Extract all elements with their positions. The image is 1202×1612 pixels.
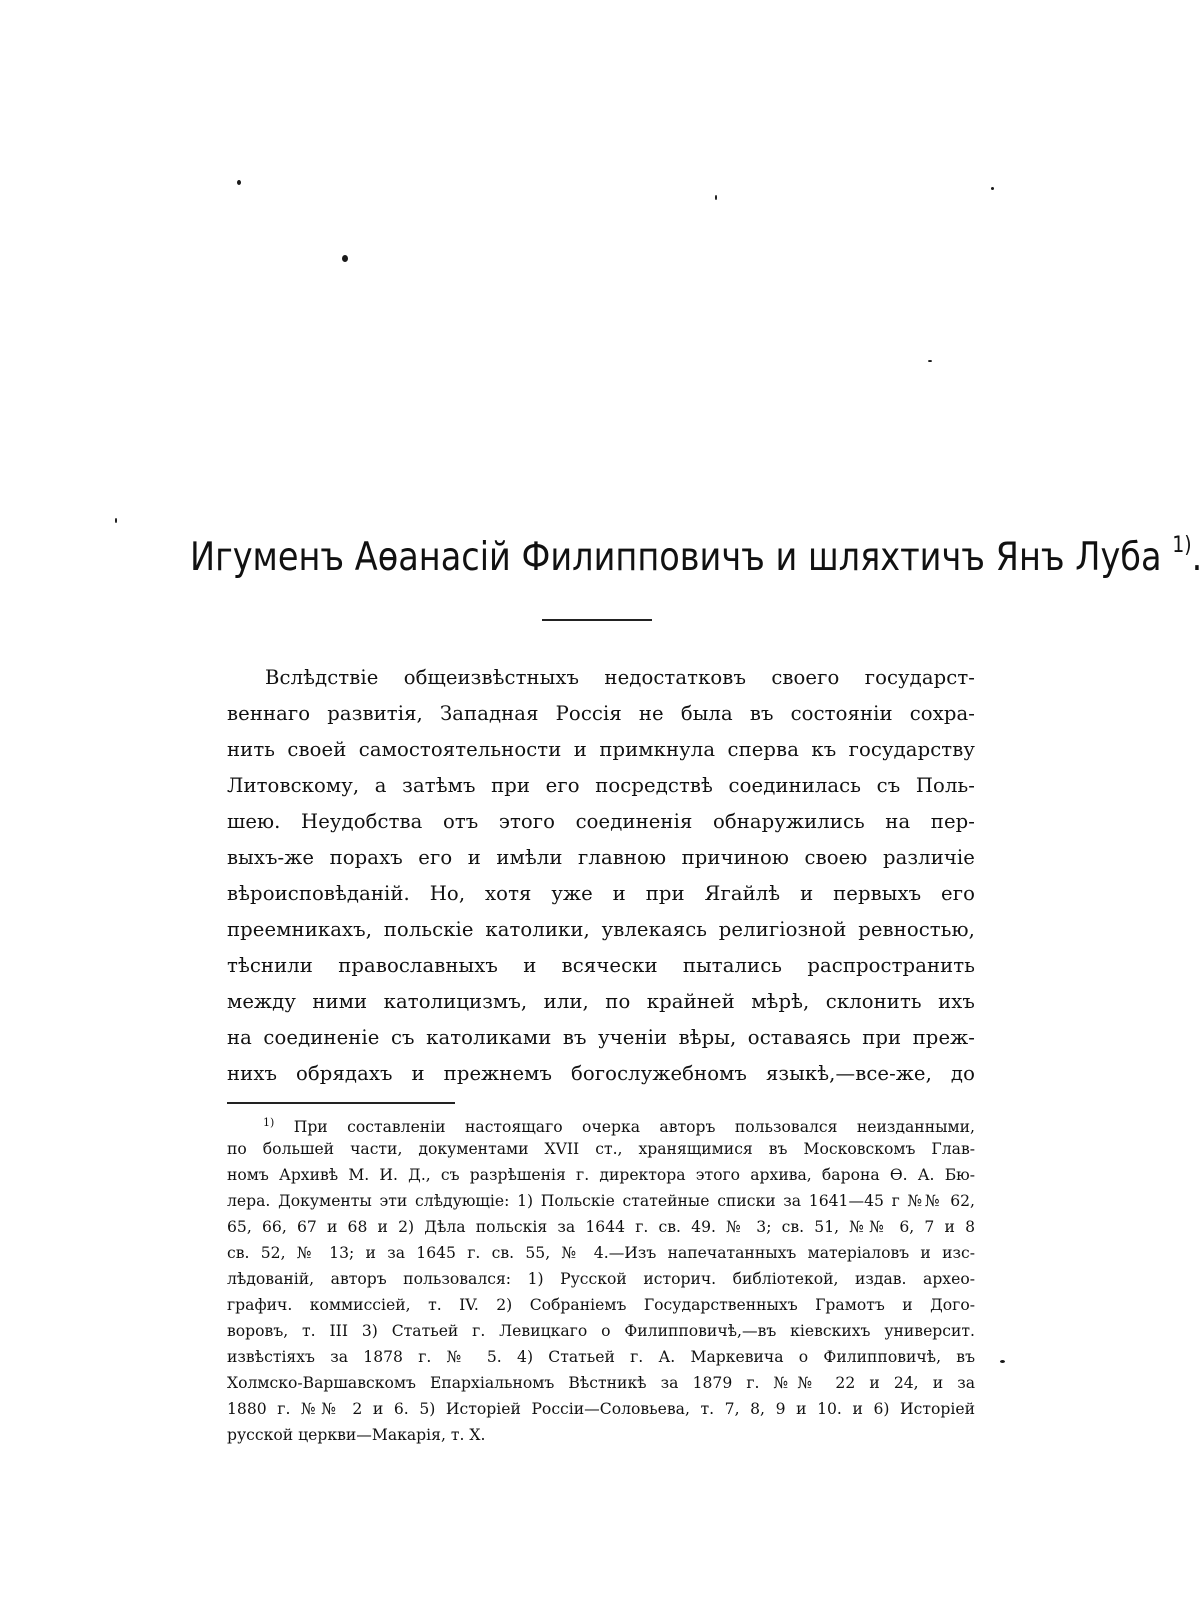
- scan-speck: [237, 180, 241, 185]
- title-divider: [542, 619, 652, 621]
- scan-speck: [115, 518, 117, 523]
- footnote-line: по большей части, документами XVII ст., хранящимися въ Московскомъ Глав-: [227, 1140, 975, 1158]
- body-line: на соединеніе съ католиками въ ученіи вѣры, оставаясь при преж-: [227, 1026, 975, 1049]
- footnote-line: воровъ, т. III 3) Статьей г. Левицкаго о Филипповичѣ,—въ кіевскихъ университ.: [227, 1322, 975, 1340]
- footnote-line: русской церкви—Макарія, т. X.: [227, 1426, 486, 1444]
- footnote-line: номъ Архивѣ М. И. Д., съ разрѣшенія г. директора этого архива, барона Ѳ. А. Бю-: [227, 1166, 975, 1184]
- body-line: нихъ обрядахъ и прежнемъ богослужебномъ языкѣ,—все-же, до: [227, 1062, 975, 1085]
- scan-speck: [342, 255, 348, 262]
- scan-speck: [991, 187, 994, 190]
- body-line: Литовскому, а затѣмъ при его посредствѣ соединилась съ Поль-: [227, 774, 975, 797]
- body-line: вѣроисповѣданій. Но, хотя уже и при Ягайлѣ и первыхъ его: [227, 882, 975, 905]
- body-line: между ними католицизмъ, или, по крайней мѣрѣ, склонить ихъ: [227, 990, 975, 1013]
- page-title: [190, 520, 1202, 584]
- scan-speck: [715, 195, 717, 200]
- footnote-line-text: При составленіи настоящаго очерка авторъ пользовался неизданными,: [293, 1118, 975, 1136]
- body-line: выхъ-же порахъ его и имѣли главною причиною своею различіе: [227, 846, 975, 869]
- body-line: нить своей самостоятельности и примкнула сперва къ государству: [227, 738, 975, 761]
- footnote-divider: [227, 1102, 455, 1104]
- footnote-line: лѣдованій, авторъ пользовался: 1) Русской историч. библіотекой, издав. архео-: [227, 1270, 975, 1288]
- title-footnote-mark: 1): [1172, 533, 1192, 558]
- scan-speck: [928, 360, 932, 362]
- body-line: шею. Неудобства отъ этого соединенія обнаружились на пер-: [227, 810, 975, 833]
- body-line: тѣснили православныхъ и всячески пытались распространить: [227, 954, 975, 977]
- body-line: преемникахъ, польскіе католики, увлекаясь религіозной ревностью,: [227, 918, 975, 941]
- footnote-line: св. 52, № 13; и за 1645 г. св. 55, № 4.—Изъ напечатанныхъ матеріаловъ и изс-: [227, 1244, 975, 1262]
- footnote-mark: 1): [263, 1116, 275, 1129]
- body-line: Вслѣдствіе общеизвѣстныхъ недостатковъ своего государст-: [265, 666, 975, 689]
- footnote-line: Холмско-Варшавскомъ Епархіальномъ Вѣстникѣ за 1879 г. №№ 22 и 24, и за: [227, 1374, 975, 1392]
- body-line: веннаго развитія, Западная Россія не была въ состояніи сохра-: [227, 702, 975, 725]
- scan-speck: [1000, 1360, 1005, 1363]
- footnote-line: 65, 66, 67 и 68 и 2) Дѣла польскія за 1644 г. св. 49. № 3; св. 51, №№ 6, 7 и 8: [227, 1218, 975, 1236]
- footnote-line: 1880 г. №№ 2 и 6. 5) Исторіей Россіи—Соловьева, т. 7, 8, 9 и 10. и 6) Исторіей: [227, 1400, 975, 1418]
- title-period: .: [1191, 535, 1202, 580]
- footnote-line: лера. Документы эти слѣдующіе: 1) Польскіе статейные списки за 1641—45 г №№ 62,: [227, 1192, 975, 1210]
- footnote-line: извѣстіяхъ за 1878 г. № 5. 4) Статьей г. А. Маркевича о Филипповичѣ, въ: [227, 1348, 975, 1366]
- footnote-line: графич. коммиссіей, т. IV. 2) Собраніемъ Государственныхъ Грамотъ и Дого-: [227, 1296, 975, 1314]
- title-text: Игуменъ Аѳанасій Филипповичъ и шляхтичъ Янъ Луба: [190, 535, 1162, 580]
